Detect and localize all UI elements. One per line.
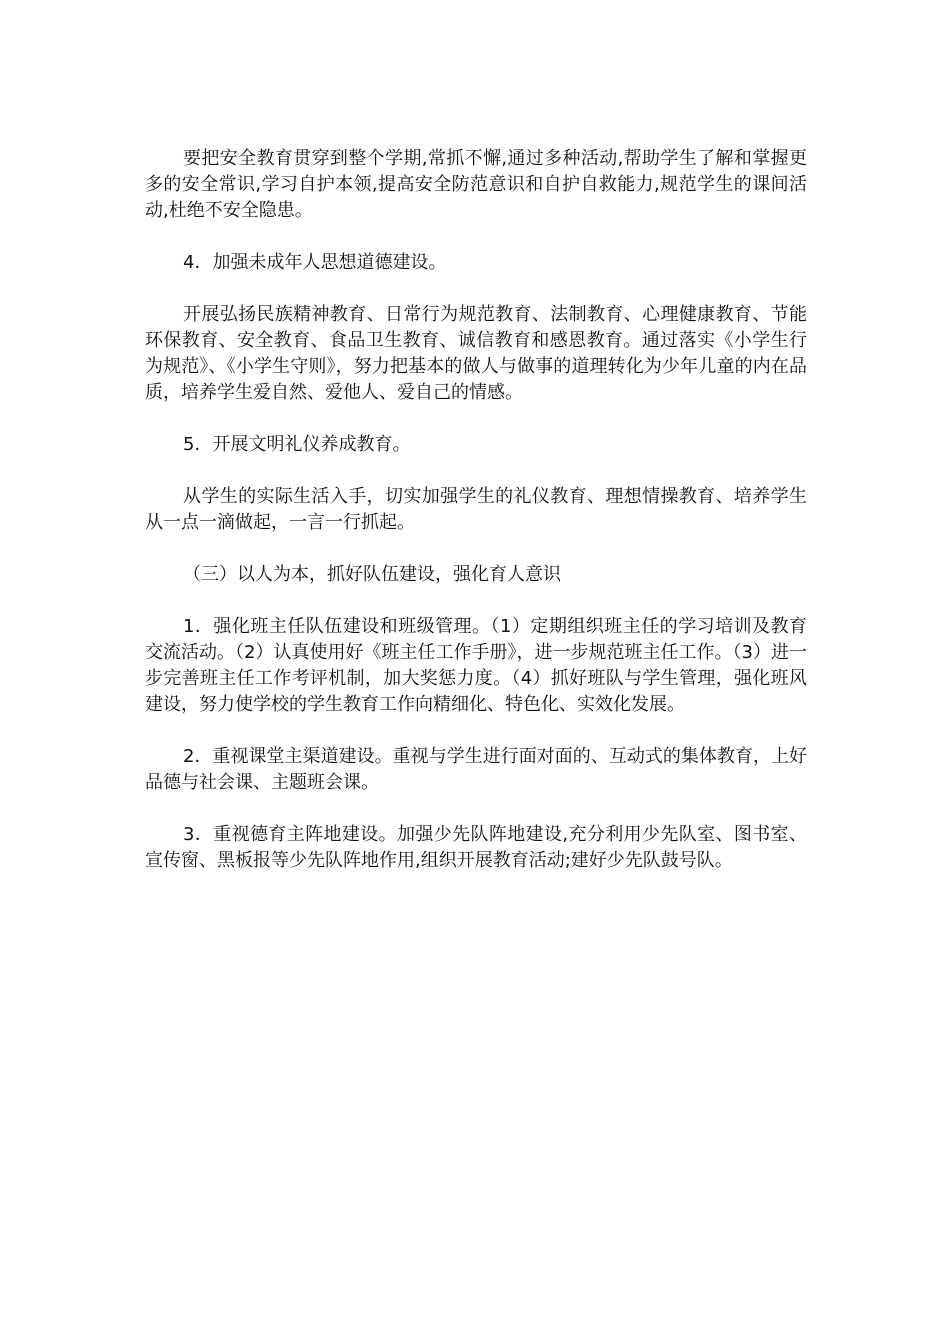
paragraph-class-management: 1．强化班主任队伍建设和班级管理。（1）定期组织班主任的学习培训及教育交流活动。（2）认真使用好《班主任工作手册》，进一步规范班主任工作。（3）进一步完善班主任工作考评机制，加大奖惩力度。（4）抓好班队与学生管理，强化班风建设，努力使学校的学生教育工作向精细化、特色化、实效化发展。 [145, 616, 807, 715]
heading-item-5: 5．开展文明礼仪养成教育。 [183, 434, 411, 455]
heading-item-4: 4．加强未成年人思想道德建设。 [183, 252, 447, 273]
paragraph-classroom-channel: 2．重视课堂主渠道建设。重视与学生进行面对面的、互动式的集体教育，上好品德与社会课、主题班会课。 [145, 746, 807, 793]
paragraph-moral-education: 开展弘扬民族精神教育、日常行为规范教育、法制教育、心理健康教育、节能环保教育、安全教育、食品卫生教育、诚信教育和感恩教育。通过落实《小学生行为规范》、《小学生守则》，努力把基本的做人与做事的道理转化为少年儿童的内在品质，培养学生爱自然、爱他人、爱自己的情感。 [145, 304, 807, 403]
paragraph-etiquette-education: 从学生的实际生活入手，切实加强学生的礼仪教育、理想情操教育、培养学生从一点一滴做起，一言一行抓起。 [145, 486, 807, 533]
section-heading-3: （三）以人为本，抓好队伍建设，强化育人意识 [183, 564, 561, 585]
paragraph-moral-base: 3．重视德育主阵地建设。加强少先队阵地建设,充分利用少先队室、图书室、宣传窗、黑板报等少先队阵地作用,组织开展教育活动;建好少先队鼓号队。 [145, 824, 807, 871]
paragraph-safety-education: 要把安全教育贯穿到整个学期,常抓不懈,通过多种活动,帮助学生了解和掌握更多的安全常识,学习自护本领,提高安全防范意识和自护自救能力,规范学生的课间活动,杜绝不安全隐患。 [145, 148, 807, 221]
document-page [145, 146, 807, 900]
